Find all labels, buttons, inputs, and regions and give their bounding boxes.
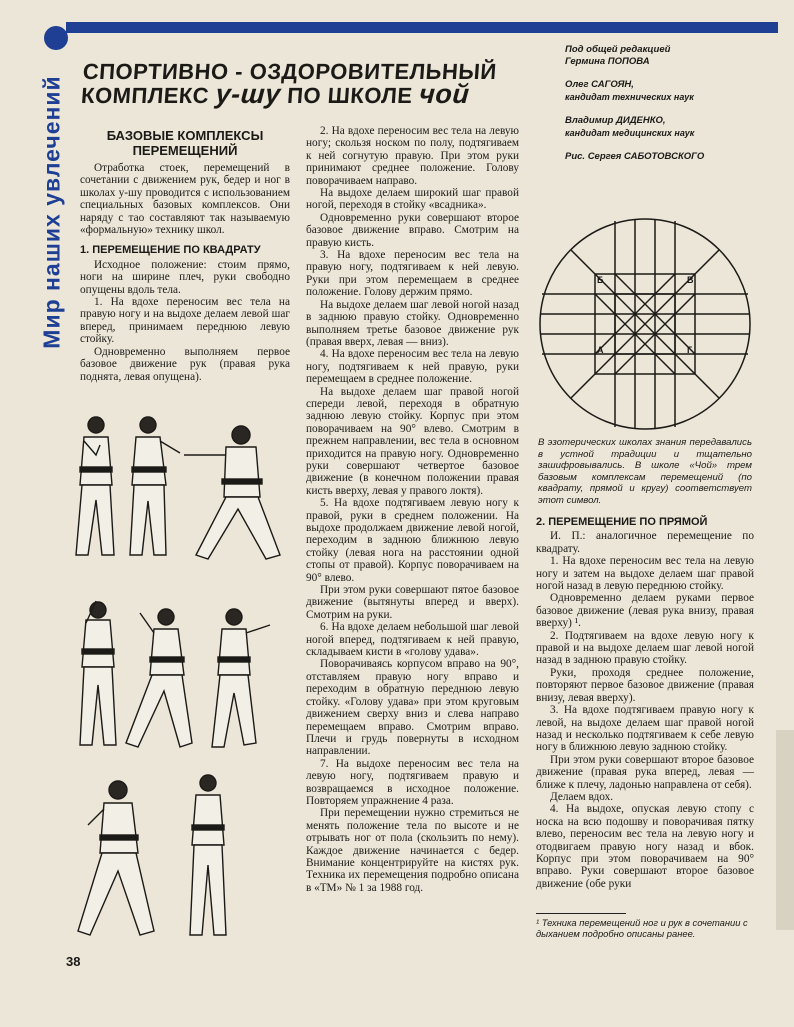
page-number: 38 (66, 954, 81, 969)
figure-1 (76, 417, 114, 555)
figure-2 (130, 417, 180, 555)
page-edge-shadow (776, 730, 794, 930)
paragraph: 7. На выдохе переносим вес тела на левую ногу, подтягиваем правую и возвращаемся в исходное положение. Повторяем упражнение 4 раза. (306, 757, 519, 807)
subsection-heading-square: 1. ПЕРЕМЕЩЕНИЕ ПО КВАДРАТУ (80, 244, 261, 257)
paragraph: Делаем вдох. (550, 790, 614, 803)
illustration-figures (66, 405, 296, 945)
column-1 (80, 162, 290, 383)
paragraph: Руки, проходя среднее положение, повторяют первое базовое движение (правая внизу, левая вверху). (536, 666, 754, 704)
editor-name: Гермина ПОПОВА (565, 56, 650, 67)
figure-7 (78, 781, 154, 935)
paragraph: 3. На вдохе подтягиваем правую ногу к левой, на выдохе делаем шаг правой ногой назад и несколько подтягиваем к себе левую ногу в ближнюю левую заднюю стойку. (536, 704, 754, 754)
illustrator-credit: Рис. Сергея САБОТОВСКОГО (565, 151, 705, 162)
top-rule (66, 22, 778, 33)
title-word-school: ПО ШКОЛЕ (286, 83, 414, 108)
diagram-label-b: Б (597, 275, 604, 285)
footnote: ¹ Техника перемещений ног и рук в сочетании с дыханием подробно описаны ранее. (536, 917, 748, 939)
column-2 (306, 125, 519, 894)
paragraph: 2. Подтягиваем на вдохе левую ногу к правой и на выдохе делаем шаг левой ногой назад в заднюю правую стойку. (536, 629, 754, 667)
figure-stances (76, 417, 280, 935)
paragraph: При этом руки совершают второе базовое движение (правая рука вперед, левая — ближе к плечу, ладонью направлена от себя). (536, 753, 754, 791)
paragraph: 5. На вдохе подтягиваем левую ногу к правой, руки в среднем положении. На выдохе продолжаем движение левой ногой, переходим в заднюю ближнюю левую стойку (левая нога на расстоянии одной стопы от правой). Корпус поворачиваем на 90° влево. (306, 497, 519, 584)
figure-6 (212, 609, 270, 747)
paragraph: На выдохе делаем шаг правой ногой спереди левой, переходя в обратную заднюю левую стойку. Корпус при этом поворачиваем на 90° влево. Смотрим в прежнем направлении, вес тела в основном приходится на правую ногу. Одновременно руки совершают четвертое базовое движение (в конечном положении правая кисть вверху, левая у правого локтя). (306, 385, 519, 497)
section-heading: БАЗОВЫЕ КОМПЛЕКСЫ ПЕРЕМЕЩЕНИЙ (106, 128, 264, 158)
section-marker-dot (44, 26, 68, 50)
rubric-vertical (38, 62, 66, 362)
title-word-choi: чой (418, 79, 471, 109)
paragraph: 2. На вдохе переносим вес тела на левую ногу; скользя носком по полу, подтягиваем к ней согнутую правую. При этом руки принимают среднее положение. Голову поворачиваем направо. (306, 125, 519, 187)
author2-name: Владимир ДИДЕНКО, (565, 115, 666, 126)
paragraph: На выдохе делаем шаг левой ногой назад в заднюю правую стойку. Одновременно выполняем третье базовое движение рук (правая вверх, левая — вниз). (306, 298, 519, 348)
author1-name: Олег САГОЯН, (565, 79, 634, 90)
title-word-wushu: у-шу (214, 79, 282, 109)
author2-position: кандидат медицинских наук (565, 128, 695, 138)
figure-8 (190, 775, 226, 935)
paragraph: 6. На вдохе делаем небольшой шаг левой ногой вперед, подтягиваем к ней правую, складываем кисти в «голову удава». (306, 621, 519, 659)
figure-4 (80, 601, 116, 745)
author1-position: кандидат технических наук (565, 92, 694, 102)
rubric-text: Мир наших увлечений (38, 75, 65, 349)
paragraph: 1. На вдохе переносим вес тела на правую ногу и на выдохе делаем левой шаг вперед, принимаем переднюю левую стойку. (80, 296, 290, 346)
editor-label: Под общей редакцией (565, 44, 671, 55)
diagram-label-v: В (687, 275, 694, 285)
figure-3 (184, 426, 280, 559)
paragraph: Одновременно руки совершают второе базовое движение вправо. Смотрим на правую кисть. (306, 211, 519, 249)
diagram-label-a: А (597, 345, 604, 355)
paragraph: На выдохе делаем широкий шаг правой ногой, переходя в стойку «всадника». (306, 187, 519, 212)
paragraph: 4. На выдохе, опуская левую стопу с носка на всю подошву и поворачивая пятку влево, переносим вес тела на левую ногу и отодвигаем правую ногу назад и вбок. Корпус при этом поворачиваем на 90° вправо. Руки совершают второе базовое движение (обе руки (536, 803, 754, 890)
paragraph: Одновременно делаем руками первое базовое движение (левая рука внизу, правая вверху) ¹. (536, 592, 754, 630)
subsection-heading-line: 2. ПЕРЕМЕЩЕНИЕ ПО ПРЯМОЙ (536, 516, 708, 528)
paragraph: 1. На вдохе переносим вес тела на левую ногу и затем на выдохе делаем шаг правой ногой назад в левую переднюю стойку. (536, 555, 754, 593)
paragraph: 4. На вдохе переносим вес тела на левую ногу, подтягиваем к ней правую, руки перемещаем в среднее положение. (306, 348, 519, 386)
paragraph: При перемещении нужно стремиться не менять положение тела по высоте и не отрывать ног от пола (скользить по нему). Каждое движение начинается с бедер. Внимание концентрируйте на кистях рук. Техника их перемещения подробно описана в «ТМ» № 1 за 1988 год. (306, 807, 519, 894)
article-title (80, 60, 543, 107)
column-3 (536, 508, 754, 890)
diagram-caption: В эзотерических школах знания передавались в устной традиции и тщательно зашифровывались. В школе «Чой» трем базовым комплексам перемещений (по квадрату, прямой и кругу) соответствует этот символ. (538, 437, 752, 506)
title-line-1: СПОРТИВНО - ОЗДОРОВИТЕЛЬНЫЙ (81, 59, 498, 84)
paragraph: Одновременно выполняем первое базовое движение рук (правая рука поднята, левая опущена). (80, 345, 290, 383)
footnote-rule (536, 913, 626, 914)
paragraph: При этом руки совершают пятое базовое движение (вытянуты вперед и вверх). Смотрим на руки. (306, 584, 519, 621)
credits-block (565, 44, 780, 174)
diagram-label-g: Г (687, 345, 693, 355)
intro-paragraph: Отработка стоек, перемещений в сочетании с движением рук, бедер и ног в школах у-шу проводится с использованием специальных базовых комплексов. Они наряду с тао составляют так называемую «формальную» технику школ. (80, 162, 290, 237)
paragraph: 3. На вдохе переносим вес тела на правую ногу, подтягиваем к ней левую. Руки при этом перемещаем в среднее положение. Голову держим прямо. (306, 249, 519, 299)
paragraph: И. П.: аналогичное перемещение по квадрату. (536, 530, 754, 555)
title-line-2 (80, 79, 542, 109)
paragraph: Поворачиваясь корпусом вправо на 90°, отставляем правую ногу вправо и переходим в обратную переднюю левую стойку. «Голову удава» при этом круговым движением сверху вниз и слева направо перемещаем вправо. Смотрим вправо. Плечи и грудь повернуты в исходном направлении. (306, 658, 519, 758)
choi-symbol-diagram (538, 217, 752, 431)
title-word-complex: КОМПЛЕКС (80, 83, 210, 108)
paragraph: Исходное положение: стоим прямо, ноги на ширине плеч, руки свободно опущены вдоль тела. (80, 258, 290, 296)
figure-5 (126, 609, 192, 747)
